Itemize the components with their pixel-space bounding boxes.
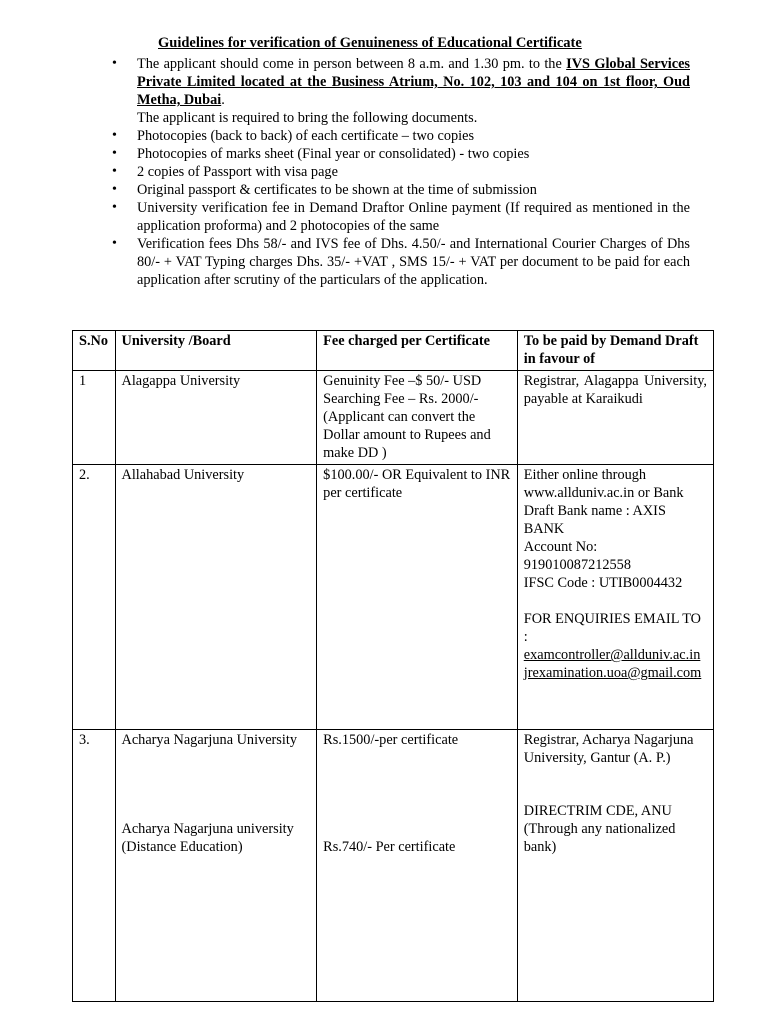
intro-text: The applicant should come in person between 8 a.m. and 1.30 pm. to the [137,56,567,72]
list-item [108,163,690,181]
bullet-icon: • [112,164,117,179]
page-title: Guidelines for verification of Genuineness of Educational Certificate [158,35,582,51]
fee-value-distance: Rs.740/- Per certificate [323,839,456,855]
cell-fee: $100.00/- OR Equivalent to INR per certificate [317,465,518,730]
table-row [73,465,714,730]
list-item-text: Original passport & certificates to be shown at the time of submission [137,182,537,198]
cell-university: Alagappa University [115,371,317,465]
email-link[interactable]: examcontroller@allduniv.ac.in [523,647,701,663]
payee-name-distance: DIRECTRIM CDE, ANU (Through any nationalized bank) [523,803,676,855]
intro-continuation: The applicant is required to bring the following documents. [137,110,478,126]
intro-suffix: . [221,92,225,108]
table-row [73,730,714,1002]
university-name: Acharya Nagarjuna University [121,732,297,748]
bullet-icon: • [112,200,117,215]
university-fee-table [72,330,714,1002]
bullet-icon: • [112,56,117,71]
cell-university [115,730,317,1002]
cell-payee [517,730,713,1002]
email-link[interactable]: jrexamination.uoa@gmail.com [523,665,702,681]
header-payee: To be paid by Demand Draft in favour of [517,331,713,371]
list-item-text: 2 copies of Passport with visa page [137,164,338,180]
cell-sno: 2. [73,465,116,730]
list-item-text: Photocopies of marks sheet (Final year or consolidated) - two copies [137,146,530,162]
office-location: IVS Global Services Private Limited located at the Business Atrium, No. 102, 103 and 104 on 1st floor, Oud Metha, Dubai [137,56,690,108]
cell-payee [517,465,713,730]
list-item [108,145,690,163]
cell-payee: Registrar, Alagappa University, payable at Karaikudi [517,371,713,465]
list-item [108,181,690,199]
list-item-text: University verification fee in Demand Draftor Online payment (If required as mentioned in the application proforma) and 2 photocopies of the same [137,200,690,234]
header-sno: S.No [73,331,116,371]
payee-line: Either online through www.allduniv.ac.in or Bank Draft Bank name : AXIS BANK [523,467,684,537]
university-name-distance: Acharya Nagarjuna university (Distance Education) [121,821,294,855]
list-item [108,127,690,145]
list-item [108,235,690,289]
bullet-icon: • [112,236,117,251]
list-item-text: Verification fees Dhs 58/- and IVS fee of Dhs. 4.50/- and International Courier Charges of Dhs 80/- + VAT Typing charges Dhs. 35/- +VAT , SMS 15/- + VAT per document to be paid for each application after scrutiny of the particulars of the application. [137,236,690,288]
list-item-text: Photocopies (back to back) of each certificate – two copies [137,128,475,144]
cell-fee: Genuinity Fee –$ 50/- USD Searching Fee – Rs. 2000/- (Applicant can convert the Dollar amount to Rupees and make DD ) [317,371,518,465]
enquiry-label: FOR ENQUIRIES EMAIL TO : [523,611,702,645]
table-row [73,371,714,465]
table-header-row [73,331,714,371]
payee-name: Registrar, Acharya Nagarjuna University, Gantur (A. P.) [523,732,694,766]
bullet-icon: • [112,182,117,197]
list-item [108,199,690,235]
requirements-list [108,55,690,289]
bullet-icon: • [112,146,117,161]
header-university: University /Board [115,331,317,371]
account-number: Account No: 919010087212558 [523,539,631,573]
ifsc-code: IFSC Code : UTIB0004432 [523,575,683,591]
list-item [108,55,690,127]
cell-university: Allahabad University [115,465,317,730]
header-fee: Fee charged per Certificate [317,331,518,371]
cell-sno: 3. [73,730,116,1002]
cell-fee [317,730,518,1002]
bullet-icon: • [112,128,117,143]
cell-sno: 1 [73,371,116,465]
fee-value: Rs.1500/-per certificate [323,732,459,748]
